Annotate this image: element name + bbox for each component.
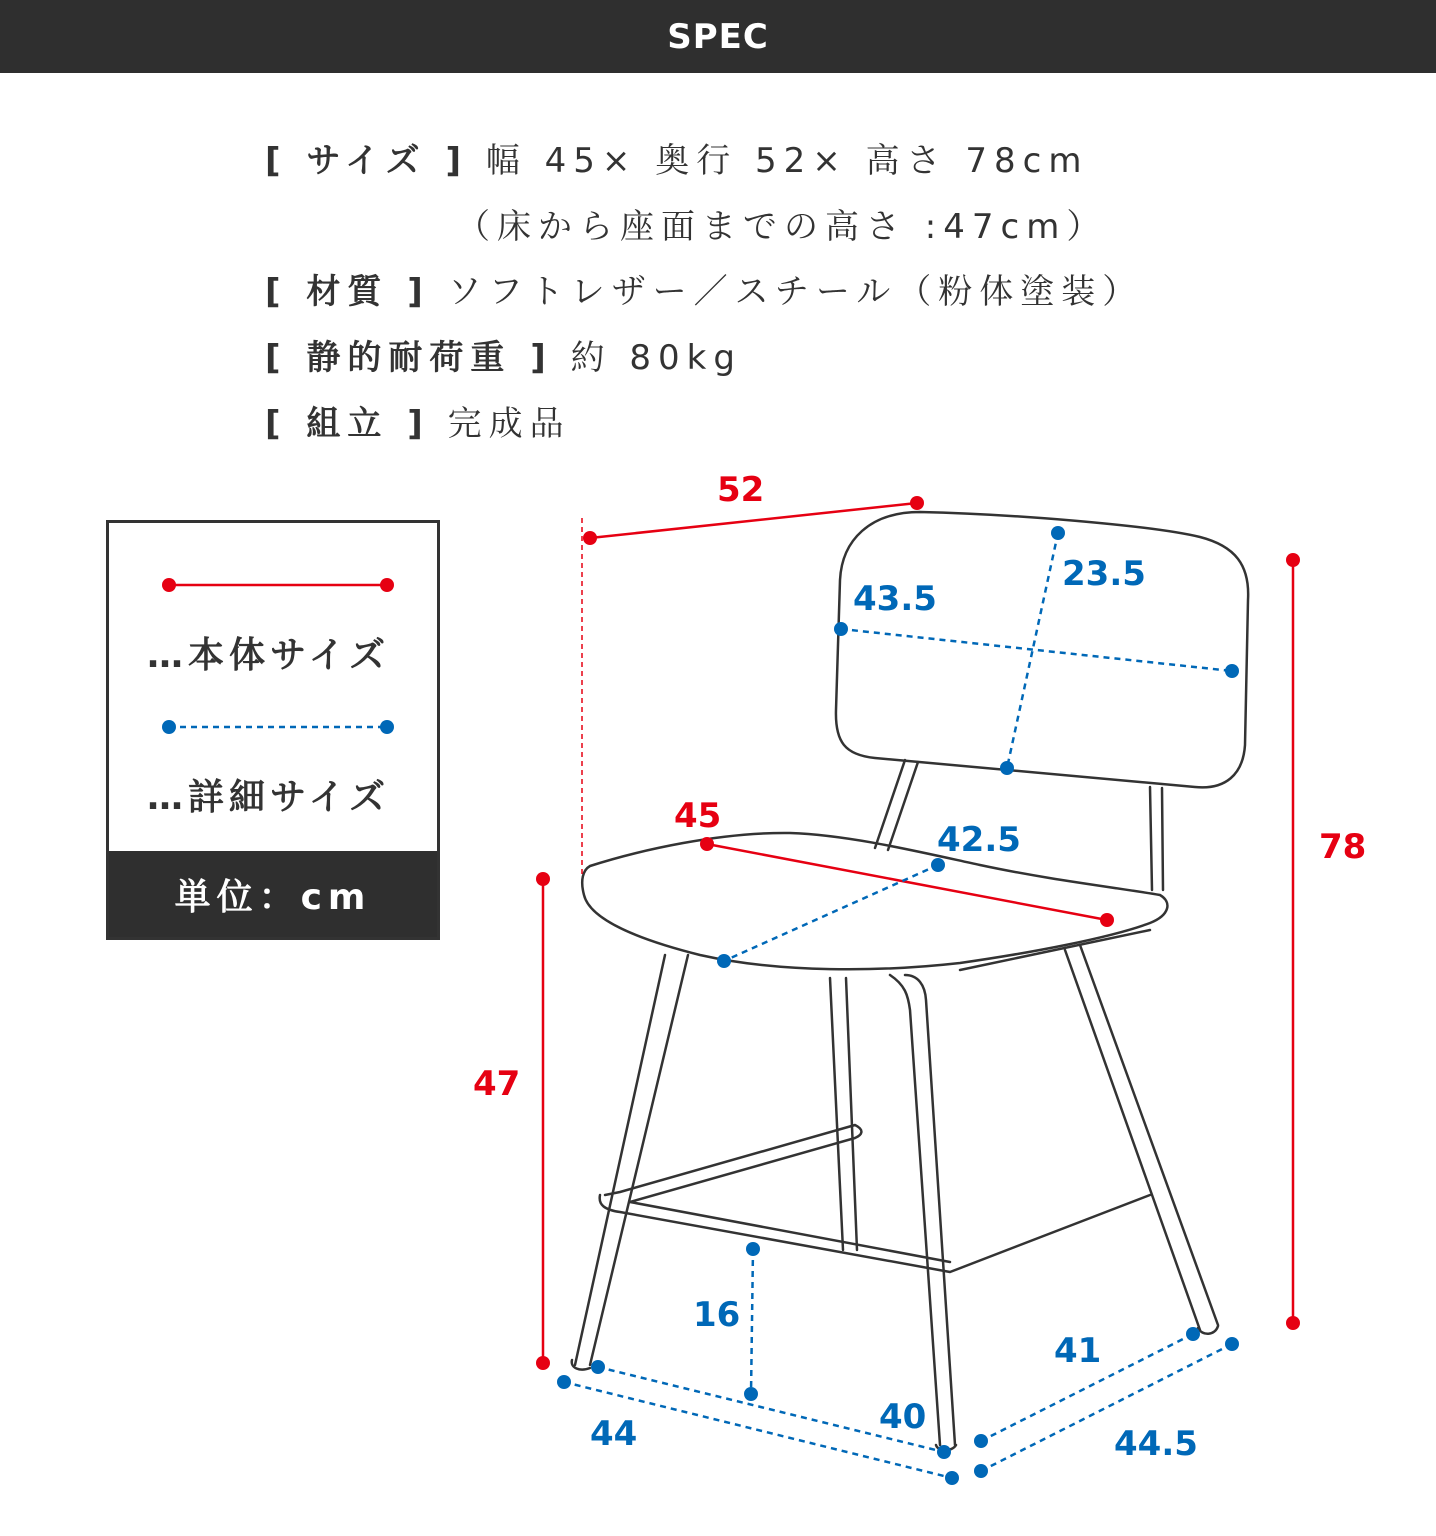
detail-dimension-dots [557, 526, 1239, 1485]
chair-footrest [600, 1125, 1150, 1272]
dim-seat-width-dot-b [1100, 913, 1114, 927]
dim-base-front-outer-label: 44 [590, 1414, 638, 1454]
dim-seat-height-dot-b [536, 1356, 550, 1370]
spec-material-key: [ 材質 ] [265, 272, 430, 312]
dim-base-side-outer-label: 44.5 [1114, 1424, 1198, 1464]
header-title: SPEC [667, 16, 769, 57]
dim-base-side-outer-dot-a [974, 1464, 988, 1478]
dim-base-front-outer-dot-b [945, 1471, 959, 1485]
detail-dimensions [564, 533, 1232, 1478]
chair-seat-rail [960, 930, 1150, 970]
spec-size-value: 幅 45× 奥行 52× 高さ 78cm [485, 141, 1089, 181]
dim-base-side-inner-dot-a [974, 1434, 988, 1448]
dim-base-side-outer-dot-b [1225, 1337, 1239, 1351]
dim-base-front-outer-dot-a [557, 1375, 571, 1389]
dim-base-front-inner-dot-a [591, 1360, 605, 1374]
chair-illustration [572, 512, 1248, 1450]
spec-assembly-key: [ 組立 ] [265, 404, 430, 444]
dim-seat-height-label: 47 [473, 1064, 521, 1104]
chair-leg-front-right [890, 975, 955, 1445]
chair-back-post-right [1150, 787, 1163, 890]
dim-base-front-inner-dot-b [937, 1445, 951, 1459]
dim-seat-depth-line [724, 865, 938, 961]
dim-back-height-label: 23.5 [1062, 554, 1146, 594]
dim-back-height-dot-b [1000, 761, 1014, 775]
spec-load-key: [ 静的耐荷重 ] [265, 338, 553, 378]
dim-total-height-label: 78 [1319, 827, 1367, 867]
dim-depth-label: 52 [717, 470, 765, 510]
dim-footrest-dot-a [746, 1242, 760, 1256]
chair-leg-back-left [830, 978, 857, 1250]
dim-footrest-line [751, 1249, 753, 1394]
chair-leg-front-left [575, 955, 688, 1365]
dim-back-width-dot-a [834, 622, 848, 636]
dim-depth-dot-a [583, 531, 597, 545]
spec-assembly-value: 完成品 [447, 404, 571, 444]
chair-seat [582, 833, 1167, 969]
dim-total-height-dot-a [1286, 553, 1300, 567]
dim-footrest-label: 16 [693, 1295, 741, 1335]
spec-size-key: [ サイズ ] [265, 141, 469, 181]
legend-detail-label: …詳細サイズ [147, 777, 391, 818]
spec-load-value: 約 80kg [570, 338, 742, 378]
dim-total-height-dot-b [1286, 1316, 1300, 1330]
dim-seat-width-label: 45 [674, 796, 722, 836]
detail-dimension-labels [590, 554, 1198, 1464]
legend-unit-label: 単位：cm [109, 851, 437, 937]
dim-back-height-dot-a [1051, 526, 1065, 540]
dim-depth-dot-b [910, 496, 924, 510]
dim-base-front-inner-label: 40 [879, 1397, 927, 1437]
dim-seat-depth-dot-b [717, 954, 731, 968]
spec-material-value: ソフトレザー／スチール（粉体塗装） [447, 272, 1144, 312]
spec-size-note: （床から座面までの高さ :47cm） [456, 207, 1108, 247]
dim-seat-depth-label: 42.5 [937, 820, 1021, 860]
dim-back-width-label: 43.5 [853, 579, 937, 619]
legend-main-label: …本体サイズ [147, 635, 391, 676]
dim-seat-width-dot-a [700, 837, 714, 851]
dim-footrest-dot-b [744, 1387, 758, 1401]
chair-back-post-left [875, 760, 918, 850]
dim-back-width-dot-b [1225, 664, 1239, 678]
dim-base-side-inner-dot-b [1186, 1327, 1200, 1341]
chair-leg-back-right [1065, 945, 1218, 1330]
dim-seat-height-dot-a [536, 872, 550, 886]
dim-base-side-inner-label: 41 [1054, 1331, 1102, 1371]
dim-seat-width-line [707, 844, 1107, 920]
dim-seat-depth-dot-a [931, 858, 945, 872]
